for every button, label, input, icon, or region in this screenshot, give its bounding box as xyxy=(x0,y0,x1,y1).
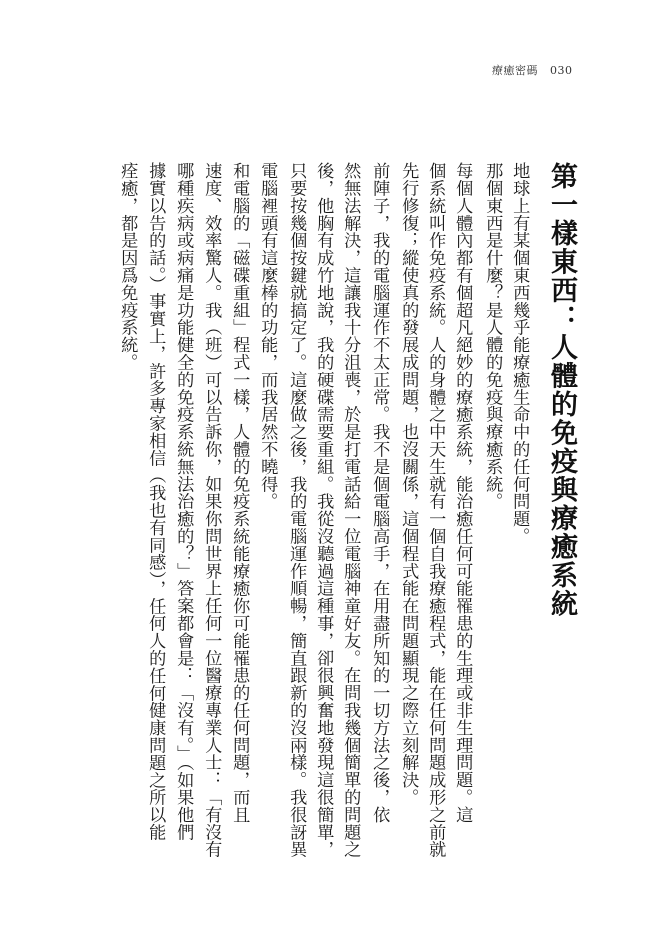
body-line: 那個東西是什麼？是人體的免疫與療癒系統。 xyxy=(482,162,503,510)
body-line: 速度、效率驚人。我（班）可以告訴你，如果你問世界上任何一位醫療專業人士：「有沒有 xyxy=(201,162,222,858)
body-line: 地球上有某個東西幾乎能療癒生命中的任何問題。 xyxy=(509,162,530,545)
running-header-title: 療癒密碼 xyxy=(492,64,538,77)
body-line: 哪種疾病或病痛是功能健全的免疫系統無法治癒的？」答案都會是：「沒有。」（如果他們 xyxy=(173,162,194,841)
chapter-title: 第一樣東西：人體的免疫與療癒系統 xyxy=(546,162,577,618)
page-number: 030 xyxy=(550,64,573,77)
body-line: 後，他胸有成竹地說，我的硬碟需要重組。我從沒聽過這種事，卻很興奮地發現這很簡單， xyxy=(313,162,334,858)
body-line: 和電腦的「磁碟重組」程式一樣，人體的免疫系統能療癒你可能罹患的任何問題，而且 xyxy=(229,162,250,824)
body-line: 每個人體內都有個超凡絕妙的療癒系統，能治癒任何可能罹患的生理或非生理問題。這 xyxy=(452,162,473,824)
body-line: 前陣子，我的電腦運作不太正常。我不是個電腦高手，在用盡所知的一切方法之後，依 xyxy=(369,162,390,824)
body-line: 先行修復；縱使真的發展成問題，也沒關係，這個程式能在問題顯現之際立刻解決。 xyxy=(398,162,419,806)
body-line: 據實以告的話。）事實上，許多專家相信（我也有同感），任何人的任何健康問題之所以能 xyxy=(145,162,166,841)
body-line: 只要按幾個按鍵就搞定了。這麼做之後，我的電腦運作順暢，簡直跟新的沒兩樣。我很訝異 xyxy=(286,162,307,858)
body-line: 然無法解決，這讓我十分沮喪，於是打電話給一位電腦神童好友。在問我幾個簡單的問題之 xyxy=(340,162,361,858)
body-line: 痊癒，都是因爲免疫系統。 xyxy=(117,162,138,371)
running-header xyxy=(492,62,622,78)
body-line: 個系統叫作免疫系統。人的身體之中天生就有一個自我療癒程式，能在任何問題成形之前就 xyxy=(425,162,446,858)
body-line: 電腦裡頭有這麼棒的功能，而我居然不曉得。 xyxy=(257,162,278,510)
